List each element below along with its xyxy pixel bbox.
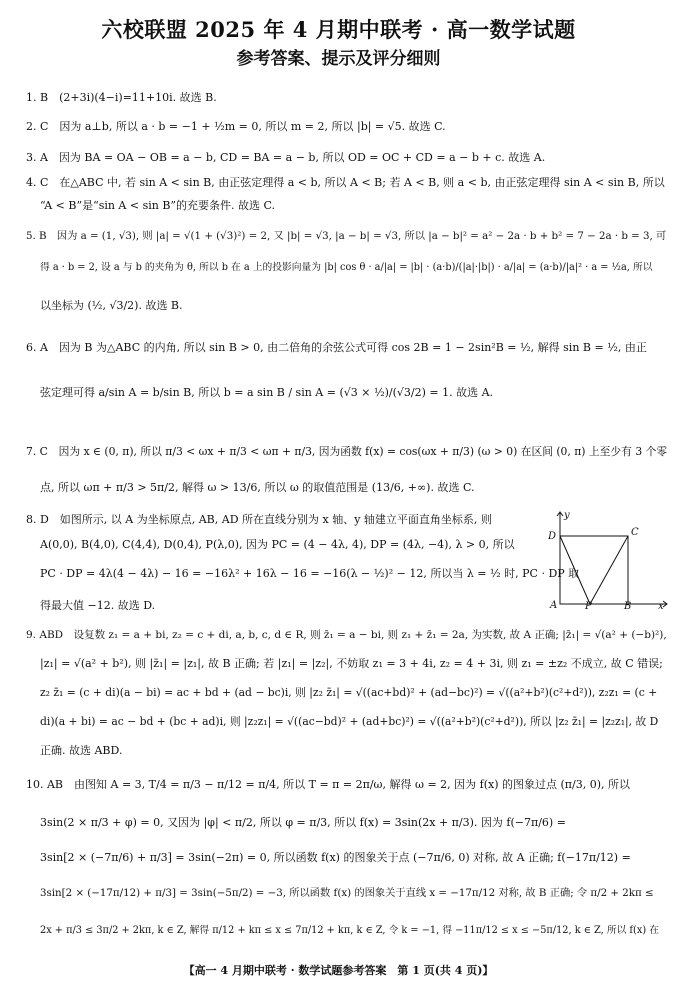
answer-line: 以坐标为 (½, √3/2). 故选 B. [40,299,183,312]
label-y: y [564,510,570,521]
answer-line: 5. B 因为 a = (1, √3), 则 |a| = √(1 + (√3)²) = 2, 又 |b| = √3, |a − b| = √3, 所以 |a − b|² = a² − 2a · b + b² = 7 − 2a · b = 3, 可 [26,230,667,242]
answer-line: 2x + π/3 ≤ 3π/2 + 2kπ, k ∈ Z, 解得 π/12 + kπ ≤ x ≤ 7π/12 + kπ, k ∈ Z, 令 k = −1, 得 −11π/12 ≤ x ≤ −5π/12, k ∈ Z, 所以 f(x) 在 [40,925,659,936]
answer-line: 10. AB 由图知 A = 3, T/4 = π/3 − π/12 = π/4, 所以 T = π = 2π/ω, 解得 ω = 2, 因为 f(x) 的图象过点 (π/3, 0), 所以 [26,778,631,791]
answer-line: 得最大值 −12. 故选 D. [40,599,156,612]
answer-line: 3sin[2 × (−7π/6) + π/3] = 3sin(−2π) = 0, 所以函数 f(x) 的图象关于点 (−7π/6, 0) 对称, 故 A 正确; f(−17π/12) = [40,851,631,864]
answer-line: 7. C 因为 x ∈ (0, π), 所以 π/3 < ωx + π/3 < ωπ + π/3, 因为函数 f(x) = cos(ωx + π/3) (ω > 0) 在区间 (0, π) 上至少有 3 个零 [26,445,668,458]
answer-line: 弦定理可得 a/sin A = b/sin B, 所以 b = a sin B / sin A = (√3 × ½)/(√3/2) = 1. 故选 A. [40,386,494,399]
answer-line: A(0,0), B(4,0), C(4,4), D(0,4), P(λ,0), 因为 PC = (4 − 4λ, 4), DP = (4λ, −4), λ > 0, 所以 [40,538,515,551]
answer-line: 2. C 因为 a⊥b, 所以 a · b = −1 + ½m = 0, 所以 m = 2, 所以 |b| = √5. 故选 C. [26,120,446,133]
segment-dp [560,536,590,604]
answer-line: 4. C 在△ABC 中, 若 sin A < sin B, 由正弦定理得 a < b, 所以 A < B; 若 A < B, 则 a < b, 由正弦定理得 sin A < sin B, 所以 [26,176,665,189]
answer-line: 6. A 因为 B 为△ABC 的内角, 所以 sin B > 0, 由二倍角的余弦公式可得 cos 2B = 1 − 2sin²B = ½, 解得 sin B = ½, 由正 [26,341,647,354]
label-a: A [550,600,558,610]
answer-line: z₂ z̄₁ = (c + di)(a − bi) = ac + bd + (ad − bc)i, 则 |z₂ z̄₁| = √((ac+bd)² + (ad−bc)²) = √((a²+b²)(c²+d²)), z₂z₁ = (c + [40,686,658,699]
answer-line: |z₁| = √(a² + b²), 则 |z̄₁| = |z₁|, 故 B 正确; 若 |z₁| = |z₂|, 不妨取 z₁ = 3 + 4i, z₂ = 4 + 3i, 则 z₁ = ±z₂ 不成立, 故 C 错误; [40,657,663,670]
page-subtitle: 参考答案、提示及评分细则 [236,49,441,69]
answer-line: “A < B”是“sin A < sin B”的充要条件. 故选 C. [40,199,276,212]
answer-line: 点, 所以 ωπ + π/3 > 5π/2, 解得 ω > 13/6, 所以 ω 的取值范围是 (13/6, +∞). 故选 C. [40,481,475,494]
answer-line: 正确. 故选 ABD. [40,744,123,757]
page-footer: 【高一 4 月期中联考 · 数学试题参考答案 第 1 页(共 4 页)】 [183,964,494,977]
label-c: C [631,527,639,538]
answer-line: 9. ABD 设复数 z₁ = a + bi, z₂ = c + di, a, b, c, d ∈ R, 则 z̄₁ = a − bi, 则 z₁ + z̄₁ = 2a, 为实数, 故 A 正确; |z̄₁| = √(a² + (−b)²), [26,629,667,641]
label-d: D [548,531,557,542]
answer-line: 3sin(2 × π/3 + φ) = 0, 又因为 |φ| < π/2, 所以 φ = π/3, 所以 f(x) = 3sin(2x + π/3). 因为 f(−7π/6) = [40,816,566,829]
answer-line: PC · DP = 4λ(4 − 4λ) − 16 = −16λ² + 16λ − 16 = −16(λ − ½)² − 12, 所以当 λ = ½ 时, PC · DP 取 [40,567,580,580]
label-b: B [624,601,632,610]
square-abcd [560,536,628,604]
label-p: P [585,601,592,610]
answer-line: 8. D 如图所示, 以 A 为坐标原点, AB, AD 所在直线分别为 x 轴、y 轴建立平面直角坐标系, 则 [26,513,492,526]
coordinate-figure [545,508,670,610]
answer-line: 3sin[2 × (−17π/12) + π/3] = 3sin(−5π/2) = −3, 所以函数 f(x) 的图象关于直线 x = −17π/12 对称, 故 B 正确; 令 π/2 + 2kπ ≤ [40,887,654,899]
answer-line: 3. A 因为 BA = OA − OB = a − b, CD = BA = a − b, 所以 OD = OC + CD = a − b + c. 故选 A. [26,151,546,164]
page-title: 六校联盟 2025 年 4 月期中联考 · 高一数学试题 [101,17,576,42]
segment-pc [590,536,628,604]
label-x: x [658,601,664,610]
answer-line: 得 a · b = 2, 设 a 与 b 的夹角为 θ, 所以 b 在 a 上的投影向量为 |b| cos θ · a/|a| = |b| · (a·b)/(|a|·|b|) · a/|a| = (a·b)/|a|² · a = ½a, 所以 [40,262,653,273]
answer-line: di)(a + bi) = ac − bd + (bc + ad)i, 则 |z₂z₁| = √((ac−bd)² + (ad+bc)²) = √((a²+b²)(c²+d²)), 所以 |z₂ z̄₁| = |z₂z₁|, 故 D [40,715,659,728]
answer-line: 1. B (2+3i)(4−i)=11+10i. 故选 B. [26,91,217,104]
